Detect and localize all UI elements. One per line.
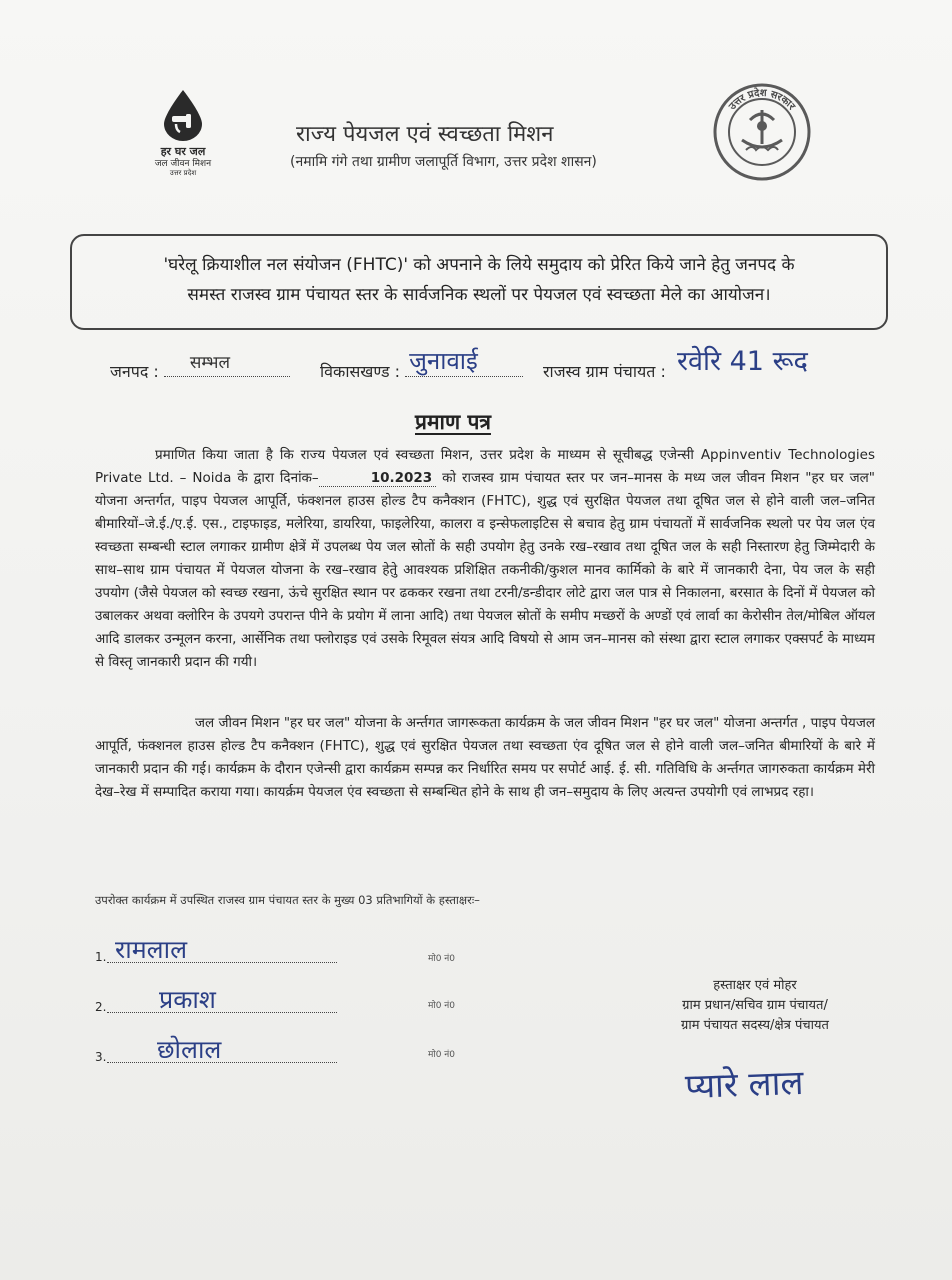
notice-line1: 'घरेलू क्रियाशील नल संयोजन (FHTC)' को अपनाने के लिये समुदाय को प्रेरित किये जाने हेतु जनपद के bbox=[163, 255, 795, 275]
participant-signature: छोलाल bbox=[157, 1035, 222, 1064]
mission-subtitle: (नमामि गंगे तथा ग्रामीण जलापूर्ति विभाग, उत्तर प्रदेश शासन) bbox=[290, 154, 597, 170]
certificate-paragraph-1 bbox=[95, 444, 875, 674]
participant-mobile-2: मो0 नं0 bbox=[428, 1001, 456, 1011]
participant-row-3 bbox=[95, 1036, 455, 1070]
participant-signature: प्रकाश bbox=[159, 985, 216, 1014]
signature-line bbox=[107, 1062, 337, 1063]
har-ghar-jal-logo bbox=[138, 88, 228, 177]
district-value: सम्भल bbox=[189, 353, 230, 373]
participant-number: 1. bbox=[95, 950, 107, 964]
logo-line2: जल जीवन मिशन bbox=[154, 159, 212, 169]
participant-number: 2. bbox=[95, 1000, 107, 1014]
block-label: विकासखण्ड : bbox=[320, 362, 401, 381]
event-date: 10.2023 bbox=[319, 470, 437, 487]
pradhan-signature: प्यारे लाल bbox=[684, 1062, 805, 1108]
certificate-paragraph-2: जल जीवन मिशन "हर घर जल" योजना के अर्न्तगत जागरूकता कार्यक्रम के जल जीवन मिशन "हर घर जल" योजना अन्तर्गत , पाइप पेयजल आपूर्ति, फंक्शनल हाउस होल्ड टैप कनैक्शन (FHTC), शुद्ध एवं सुरक्षित पेयजल तथा स्वच्छता एंव दूषित जल से होने वाली जल–जनित बीमारियों के बारे में जानकारी प्रदान की गई। कार्यक्रम के दौरान एजेन्सी द्वारा कार्यक्रम सम्पन्न कर निर्धारित समय पर सपोर्ट आई. ई. सी. गतिविधि के अर्न्तगत जागरुकता कार्यक्रम मेरी देख–रेख में सम्पादित कराया गया। कायर्क्रम पेयजल एंव स्वच्छता से सम्बन्धित होने के साथ ही जन–समुदाय के लिए अत्यन्त उपयोगी एवं लाभप्रद रहा। bbox=[95, 715, 875, 800]
participant-row-2 bbox=[95, 986, 455, 1020]
paragraph-1-part-a: प्रमाणित किया जाता है कि राज्य पेयजल एवं स्वच्छता मिशन, उत्तर प्रदेश के माध्यम से सूचीबद्ध एजेन्सी Appinventiv Technologies Private Ltd. – Noida के द्वारा दिनांक– bbox=[95, 447, 875, 486]
participants-note: उपरोक्त कार्यक्रम में उपस्थित राजस्व ग्राम पंचायत स्तर के मुख्य 03 प्रतिभागियों के हस्ताक्षरः– bbox=[95, 893, 480, 907]
signatory-line3: ग्राम पंचायत सदस्य/क्षेत्र पंचायत bbox=[681, 1018, 829, 1033]
logo-line3: उत्तर प्रदेश bbox=[169, 169, 197, 177]
event-notice-box bbox=[70, 234, 888, 330]
district-label: जनपद : bbox=[110, 362, 159, 381]
location-fields bbox=[110, 346, 890, 392]
mission-title: राज्य पेयजल एवं स्वच्छता मिशन bbox=[296, 122, 554, 147]
signatory-line2: ग्राम प्रधान/सचिव ग्राम पंचायत/ bbox=[682, 998, 828, 1013]
signatory-line1: हस्ताक्षर एवं मोहर bbox=[713, 978, 797, 993]
logo-line1: हर घर जल bbox=[160, 145, 206, 158]
up-government-seal bbox=[712, 82, 812, 182]
participant-number: 3. bbox=[95, 1050, 107, 1064]
signatory-block bbox=[640, 976, 870, 1036]
notice-line2: समस्त राजस्व ग्राम पंचायत स्तर के सार्वजनिक स्थलों पर पेयजल एवं स्वच्छता मेले का आयोजन। bbox=[187, 285, 771, 305]
block-value: जुनावाई bbox=[409, 347, 478, 375]
participant-mobile-1: मो0 नं0 bbox=[428, 954, 456, 964]
seal-text: उत्तर प्रदेश सरकार bbox=[727, 87, 797, 113]
panchayat-value: रवेरि 41 रूद bbox=[676, 346, 808, 377]
signature-line bbox=[107, 1012, 337, 1013]
participant-row-1 bbox=[95, 936, 455, 970]
panchayat-label: राजस्व ग्राम पंचायत : bbox=[543, 362, 666, 381]
water-drop-icon bbox=[160, 88, 206, 142]
certificate-title: प्रमाण पत्र bbox=[415, 410, 491, 434]
participant-signature: रामलाल bbox=[115, 935, 188, 964]
participant-mobile-3: मो0 नं0 bbox=[428, 1050, 456, 1060]
paragraph-1-part-b: को राजस्व ग्राम पंचायत स्तर पर जन–मानस के मध्य जल जीवन मिशन "हर घर जल" योजना अन्तर्गत, पाइप पेयजल आपूर्ति, फंक्शनल हाउस होल्ड टैप कनैक्शन (FHTC), शुद्ध एवं सुरक्षित पेयजल तथा दूषित जल से होने वाली जल–जनित बीमारियों–जे.ई./ए.ई. एस., टाइफाइड, मलेरिया, डायरिया, फाइलेरिया, कालरा व इन्सेफलाइटिस से बचाव हेतु ग्राम पंचायतों में सार्वजनिक स्थलो पर पेय जल एंव स्वच्छता सम्बन्धी स्टाल लगाकर ग्रामीण क्षेत्रें में उपलब्ध पेय जल स्रोतों के सही उपयोग हेतु उनके रख–रखाव तथा दूषित जल के सही निस्तारण हेतु जिम्मेदारी के साथ–साथ ग्राम पंचायत में पेयजल योजना के रख–रखाव हेतुे आवश्यक प्रशिक्षित तकनीकी/कुशल मानव कार्मिको के बारे में जानकारी देना, पेय जल के सही उपयोग (जैसे पेयजल को स्वच्छ रखना, ऊंचे सुरक्षित स्थान पर ढककर रखना तथा टरनी/डन्डीदार लोटे द्वारा जल पात्र से निकालना, बरसात के दिनों में पेयजल को उबालकर अथवा क्लोरिन के उपयगे उपरान्त पीने के प्रयोग में लाना आदि) तथा पेयजल स्रोतों के समीप मच्छरों के अण्डों एवं लार्वा का केरोसीन तेल/मोबिल ऑयल आदि डालकर उन्मूलन करना, आर्सेनिक तथा फ्लोराइड एवं उसके रिमूवल संयत्र आदि विषयो से आम जन–मानस को संस्था द्वारा स्टाल लगाकर एक्सपर्ट के माध्यम से विस्तृ जानकारी प्रदान की गयी। bbox=[95, 470, 875, 670]
